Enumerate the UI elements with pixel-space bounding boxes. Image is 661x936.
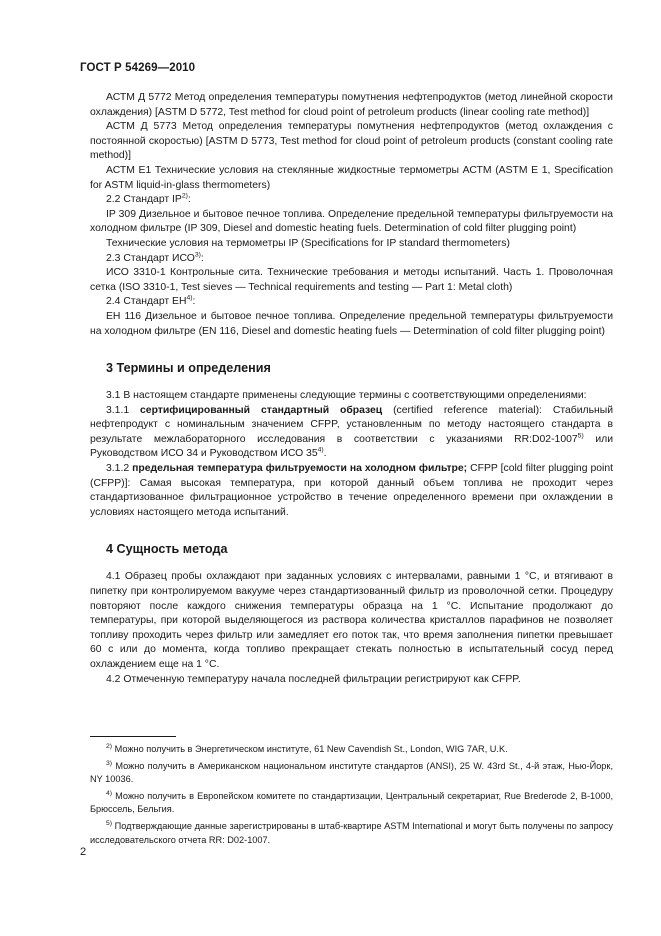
section-4-title: 4 Сущность метода bbox=[106, 542, 228, 557]
definition-3-1-1: 3.1.1 сертифицированный стандартный образец (certified reference material): Стабильный нефтепродукт с номинальным значением CFPP, установленным по методу настоящего стандарта в результате межлабораторного исследования в соответствии с указаниями RR:D02-1007$^{5)}$ или Руководством ИСО 34 и Руководством ИСО 35$^{4)}$. bbox=[90, 404, 614, 460]
footnote-ref: 4) bbox=[186, 294, 193, 302]
ref-ip-thermometers: Технические условия на термометры IP (Specifications for IP standard thermometers) bbox=[106, 237, 510, 249]
subsection-standard-ip: 2.2 Стандарт IP$^{2)}$: bbox=[106, 192, 191, 206]
section-3-intro: 3.1 В настоящем стандарте применены следующие термины с соответствующими определениями: bbox=[106, 390, 587, 402]
footnote-2: $^{2)}$ Можно получить в Энергетическом институте, 61 New Cavendish St., London, WIG 7AR, U.K. bbox=[106, 742, 508, 754]
footnote-ref: 2) bbox=[181, 192, 188, 200]
ref-iso-3310-1: ИСО 3310-1 Контрольные сита. Технические требования и методы испытаний. Часть 1. Проволочная сетка (ISO 3310-1, Test sieves — Technical requirements and testing — Part 1: Metal cloth) bbox=[90, 267, 613, 293]
footnote-ref: 5) bbox=[577, 432, 584, 440]
ref-astm-e1: АСТМ Е1 Технические условия на стеклянные жидкостные термометры АСТМ (ASTM E 1, Specification for ASTM liquid-in-glass thermometers) bbox=[90, 164, 613, 191]
paragraph-4-2: 4.2 Отмеченную температуру начала последней фильтрации регистрируют как CFPP. bbox=[106, 673, 521, 685]
page-number: 2 bbox=[80, 846, 87, 858]
term-cfpp: предельная температура фильтруемости на холодном фильтре; bbox=[132, 463, 468, 475]
term-certified-reference-material: сертифицированный стандартный образец bbox=[140, 404, 383, 416]
footnote-5: $^{5)}$ Подтверждающие данные зарегистрированы в штаб-квартире ASTM International и могут быть получены по запросу исследовательского отчета RR: D02-1007. bbox=[90, 819, 613, 845]
ref-ip-309: IP 309 Дизельное и бытовое печное топлива. Определение предельной температуры фильтруемости на холодном фильтре (IP 309, Diesel and domestic heating fuels. Determination of cold filter plugging point) bbox=[90, 208, 613, 235]
footnote-ref: 3) bbox=[194, 251, 201, 259]
ref-astm-d5772: АСТМ Д 5772 Метод определения температуры помутнения нефтепродуктов (метод линейной скорости охлаждения) [ASTM D 5772, Test method for cloud point of petroleum products (linear cooling rate method)] bbox=[90, 92, 613, 118]
document-code-header: ГОСТ Р 54269—2010 bbox=[80, 62, 196, 74]
footnote-divider bbox=[90, 736, 176, 737]
footnote-3: $^{3)}$ Можно получить в Американском национальном институте стандартов (ANSI), 25 W. 43rd St., 4-й этаж, Нью-Йорк, NY 10036. bbox=[90, 759, 613, 785]
definition-3-1-2: 3.1.2 предельная температура фильтруемости на холодном фильтре; CFPP [cold filter plugging point (CFPP)]: Самая высокая температура, при которой данный объем топлива не проходит через стандартизованное фильтрационное устройство в течение определенного времени при охлаждении в условиях настоящего метода испытаний. bbox=[90, 463, 614, 518]
footnotes bbox=[90, 743, 613, 850]
ref-en-116: ЕН 116 Дизельное и бытовое печное топлива. Определение предельной температуры фильтруемости на холодном фильтре (EN 116, Diesel and domestic heating fuels — Determination of cold filter plugging point) bbox=[90, 310, 613, 337]
ref-astm-d5773: АСТМ Д 5773 Метод определения температуры помутнения нефтепродуктов (метод охлаждения с постоянной скоростью) [ASTM D 5773, Test method for cloud point of petroleum products (constant cooling rate method)] bbox=[90, 121, 613, 162]
footnote-4: $^{4)}$ Можно получить в Европейском комитете по стандартизации, Центральный секретариат, Rue Brederode 2, В-1000, Брюссель, Бельгия. bbox=[90, 789, 613, 815]
section-3-title: 3 Термины и определения bbox=[106, 361, 271, 376]
subsection-standard-en: 2.4 Стандарт ЕН$^{4)}$: bbox=[106, 294, 196, 308]
paragraph-4-1: 4.1 Образец пробы охлаждают при заданных условиях с интервалами, равными 1 °С, и втягивают в пипетку при контролируемом вакууме через стандартизованный фильтр из проволочной сетки. Процедуру повторяют после каждого снижения температуры образца на 1 °С. Испытание продолжают до температуры, при которой выделяющегося из раствора количества кристаллов парафинов не позволяет топливу проходить через фильтр или замедляет его поток так, что время заполнения пипетки превышает 60 с или до момента, когда топливо прекращает стекать полностью в испытательный сосуд перед охлаждением еще на 1 °С. bbox=[90, 571, 613, 670]
footnote-ref: 4) bbox=[317, 447, 324, 454]
subsection-standard-iso: 2.3 Стандарт ИСО$^{3)}$: bbox=[106, 251, 204, 264]
body-text bbox=[90, 91, 613, 687]
